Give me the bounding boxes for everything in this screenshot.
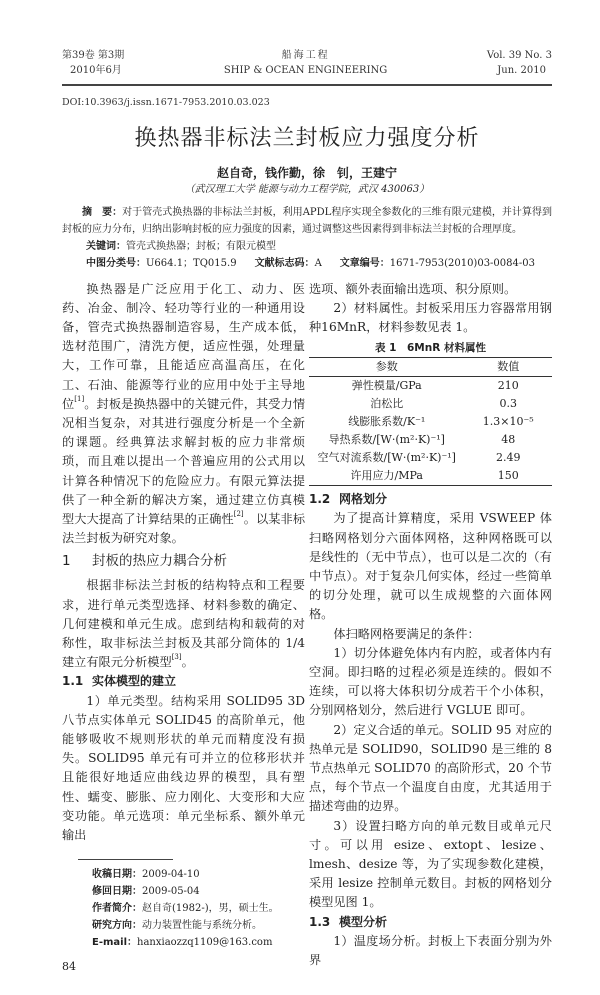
footnote-label: E-mail： xyxy=(92,937,138,949)
intro-paragraph xyxy=(62,280,305,549)
doc-code xyxy=(255,255,322,272)
keywords-text: 管壳式换热器；封板；有限元模型 xyxy=(126,240,276,252)
section-1-1-heading xyxy=(62,672,305,691)
table-row xyxy=(309,449,552,467)
column-header: 参数 xyxy=(375,360,398,374)
table-cell: 泊松比 xyxy=(370,397,404,411)
journal-vol-en xyxy=(487,48,552,78)
footnote-email xyxy=(92,934,305,951)
intro-text-3: 。以某非标法兰封板为研究对象。 xyxy=(62,511,306,546)
doi: DOI:10.3963/j.issn.1671-7953.2010.03.023 xyxy=(62,96,270,108)
condition-3: 3）设置扫略方向的单元数目或单元尺寸。可以用 esize、extopt、lesize、lmesh、desize 等，为了实现参数化建模，采用 lesize 控制单元数目。封板的网格划分模型见图 1。 xyxy=(309,818,552,910)
section-title: 封板的热应力耦合分析 xyxy=(92,553,227,570)
table-cell: 导热系数/[W·(m²·K)⁻¹] xyxy=(328,433,445,447)
footnote-label: 修回日期： xyxy=(92,886,142,898)
intro-text-1: 换热器是广泛应用于化工、动力、医药、冶金、制冷、轻功等行业的一种通用设备，管壳式换热器制造容易，生产成本低，选材范围广，清洗方便，适应性强，处理量大，工作可靠，且能适应高温高压，在化工、石油、能源等行业的应用中处于主导地位 xyxy=(62,281,305,411)
classification-label: 中图分类号： xyxy=(86,257,146,269)
table-header-row xyxy=(309,358,552,377)
temperature-field-paragraph: 1）温度场分析。封板上下表面分别为外界 xyxy=(309,933,552,967)
section-1-paragraph xyxy=(62,576,305,672)
footnote-research xyxy=(92,917,305,934)
table-cell: 2.49 xyxy=(496,451,521,465)
footnote-received xyxy=(92,866,305,883)
table-cell: 150 xyxy=(497,469,519,483)
table-row xyxy=(309,413,552,431)
citation-3: [3] xyxy=(171,653,182,662)
options-continued: 选项、额外表面输出选项、积分原则。 xyxy=(309,281,517,296)
article-number xyxy=(340,255,535,272)
page-number: 84 xyxy=(62,960,76,974)
table-cell: 210 xyxy=(497,379,519,393)
journal-cn: 船海工程 xyxy=(281,50,330,61)
table-cell: 弹性模量/GPa xyxy=(351,379,422,393)
citation-2: [2] xyxy=(233,509,244,518)
intro-text-2: 。封板是换热器中的关键元件，其受力情况相当复杂，对其进行强度分析是一个全新的课题。经典算法求解封板的应力非常烦琐，而且难以提出一个普遍应用的公式用以计算各种情况下的危险应力。有限元算法提供了一种全新的解决方案，通过建立仿真模型大大提高了计算结果的正确性 xyxy=(62,396,306,526)
table-cell: 0.3 xyxy=(499,397,517,411)
section-1-text: 根据非标法兰封板的结构特点和工程要求，进行单元类型选择、材料参数的确定、几何建模和单元生成。虑到结构和载荷的对称性，取非标法兰封板及其部分筒体的 1/4 建立有限元分析模型 xyxy=(62,578,305,670)
right-column xyxy=(309,280,552,971)
journal-en: SHIP & OCEAN ENGINEERING xyxy=(223,65,388,76)
table-row xyxy=(309,395,552,413)
table-cell: 线膨胀系数/K⁻¹ xyxy=(348,415,426,429)
section-number: 1.2 xyxy=(309,492,331,507)
footnote-author xyxy=(92,900,305,917)
section-number: 1 xyxy=(62,553,71,570)
journal-name xyxy=(224,48,387,78)
section-number: 1.3 xyxy=(309,914,331,929)
date-en: Jun. 2010 xyxy=(497,65,546,76)
footnote-text: hanxiaozzq1109@163.com xyxy=(137,937,273,949)
footnote-text: 赵自奇(1982-)，男，硕士生。 xyxy=(142,903,279,915)
footnote-label: 作者简介： xyxy=(92,903,142,915)
footnote-label: 研究方向： xyxy=(92,920,142,932)
body-columns xyxy=(62,280,552,976)
authors: 赵自奇，钱作勤，徐 钊，王建宁 xyxy=(216,165,397,180)
abstract xyxy=(62,204,552,238)
table-cell: 48 xyxy=(501,433,516,447)
footnote-rule xyxy=(78,859,173,860)
article-number-label: 文章编号： xyxy=(339,257,390,269)
doc-code-label: 文献标志码： xyxy=(254,257,315,269)
running-header xyxy=(62,48,552,78)
keywords xyxy=(62,238,552,255)
table-cell: 1.3×10⁻⁵ xyxy=(482,415,534,429)
date-cn: 2010年6月 xyxy=(70,65,122,76)
abstract-text: 对于管壳式换热器的非标法兰封板，利用APDL程序实现全参数化的三维有限元建模，并计算得到封板的应力分布，归纳出影响封板的应力强度的因素，通过调整这些因素得到非标法兰封板的合理厚度。 xyxy=(62,206,553,235)
table-row xyxy=(309,431,552,449)
material-paragraph: 2）材料属性。封板采用压力容器常用钢种16MnR，材料参数见表 1。 xyxy=(309,300,552,334)
journal-volume-issue xyxy=(62,48,124,78)
section-title: 模型分析 xyxy=(339,914,388,929)
keywords-label: 关键词： xyxy=(86,240,126,252)
element-type-paragraph: 1）单元类型。结构采用 SOLID95 3D 八节点实体单元 SOLID45 的高阶单元，他能够吸收不规则形状的单元而精度没有损失。SOLID95 单元有可并立的位移形状并且能很好地适应曲线边界的模型，具有塑性、蠕变、膨胀、应力刚化、大变形和大应变功能。单元选项：单元坐标系、额外单元输出 xyxy=(62,693,305,842)
section-number: 1.1 xyxy=(62,674,84,689)
affiliation: （武汉理工大学 能源与动力工程学院，武汉 430063） xyxy=(184,183,430,195)
footnote-text: 2009-04-10 xyxy=(142,869,200,881)
footnote-text: 2009-05-04 xyxy=(142,886,200,898)
column-header: 数值 xyxy=(497,360,520,374)
sweep-conditions-intro: 体扫略网格要满足的条件： xyxy=(333,626,480,641)
material-properties-table xyxy=(309,357,552,486)
condition-1: 1）切分体避免体内有内腔，或者体内有空洞。即扫略的过程必须是连续的。假如不连续，可以将大体积切分成若干个小体积，分别网格划分，然后进行 VGLUE 即可。 xyxy=(309,645,552,718)
section-title: 网格划分 xyxy=(339,492,388,507)
footnotes xyxy=(62,866,305,951)
classification-line xyxy=(62,255,552,272)
condition-2: 2）定义合适的单元。SOLID 95 对应的热单元是 SOLID90，SOLID90 是三维的 8 节点热单元 SOLID70 的高阶形式，20 个节点，每个节点一个温度自由度，尤其适用于描述弯曲的边界。 xyxy=(309,722,552,814)
section-1-3-heading xyxy=(309,913,552,932)
section-title: 实体模型的建立 xyxy=(92,674,177,689)
mesh-paragraph: 为了提高计算精度，采用 VSWEEP 体扫略网格划分六面体网格，这种网格既可以是线性的（无中节点），也可以是二次的（有中节点）。对于复杂几何实体，经过一些简单的切分处理，就可以生成规整的六面体网格。 xyxy=(309,511,552,622)
section-1-text-end: 。 xyxy=(181,655,194,670)
front-matter xyxy=(62,204,552,272)
section-1-2-heading xyxy=(309,490,552,509)
volume-cn: 第39卷 第3期 xyxy=(62,50,125,61)
table-cell: 空气对流系数/[W·(m²·K)⁻¹] xyxy=(317,451,456,465)
section-1-heading xyxy=(62,550,305,572)
header-rule xyxy=(62,84,552,86)
table-row xyxy=(309,377,552,396)
footnote-text: 动力装置性能与系统分析。 xyxy=(142,920,262,932)
doc-code-text: A xyxy=(314,257,322,269)
table-row xyxy=(309,467,552,486)
classification-text: U664.1；TQ015.9 xyxy=(146,257,237,269)
article-number-text: 1671-7953(2010)03-0084-03 xyxy=(389,257,535,269)
footnote-revised xyxy=(92,883,305,900)
table-cell: 许用应力/MPa xyxy=(350,469,423,483)
volume-en: Vol. 39 No. 3 xyxy=(486,50,552,61)
abstract-label: 摘 要： xyxy=(82,206,123,218)
footnote-label: 收稿日期： xyxy=(92,869,142,881)
citation-1: [1] xyxy=(74,394,85,403)
classification xyxy=(86,255,237,272)
table-caption: 表 1 6MnR 材料属性 xyxy=(375,342,486,355)
paper-title: 换热器非标法兰封板应力强度分析 xyxy=(134,125,480,151)
left-column xyxy=(62,280,305,976)
